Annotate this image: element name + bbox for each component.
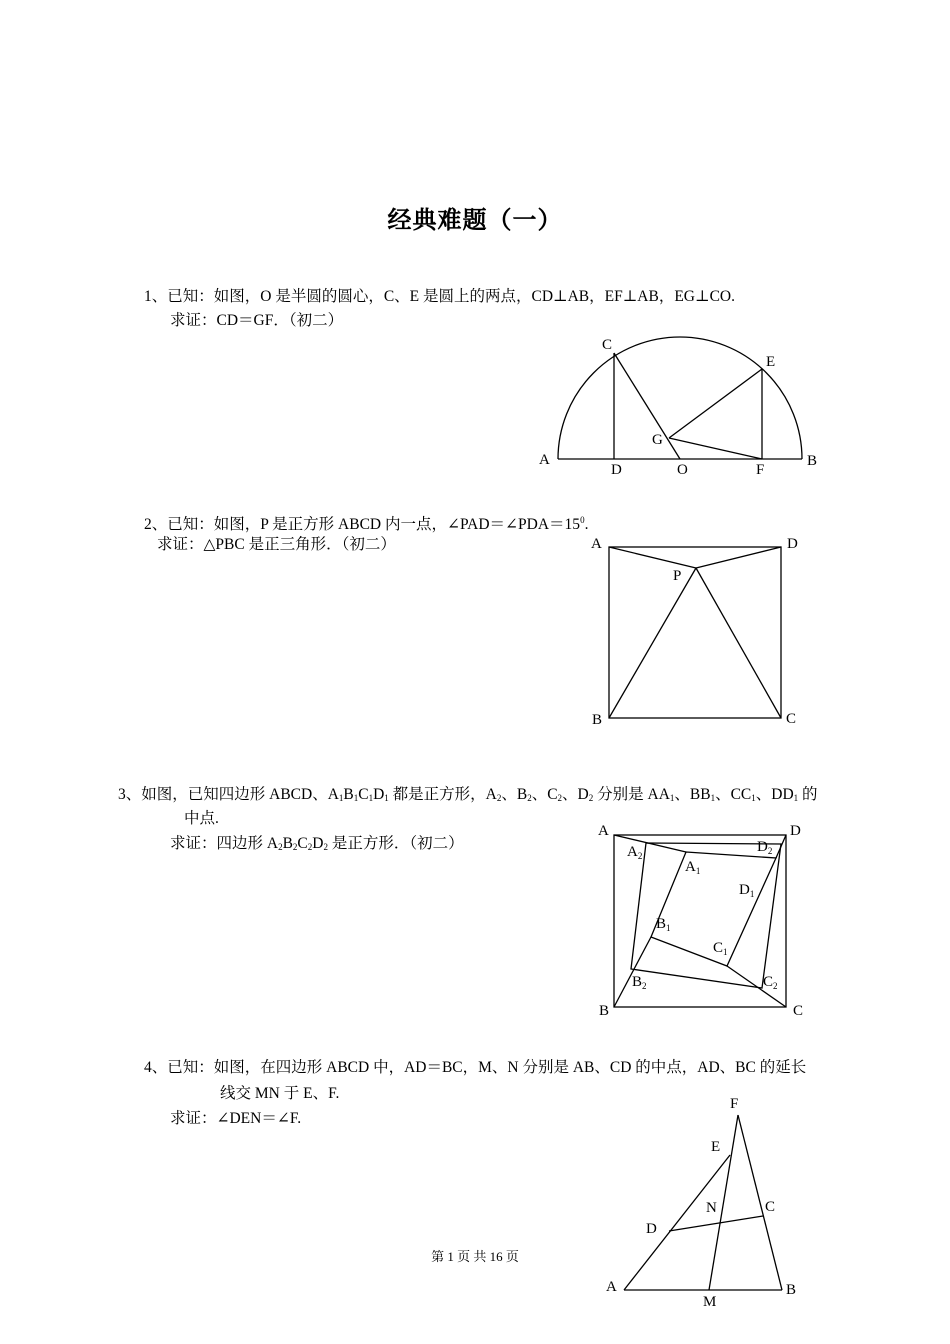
label-m: M — [703, 1294, 717, 1310]
label-b2: $B_2$ — [632, 974, 647, 991]
label-n: N — [706, 1200, 717, 1216]
label-d2: $D_2$ — [757, 839, 773, 856]
label-b: B — [786, 1282, 797, 1298]
label-a1: $A_1$ — [685, 859, 701, 876]
label-c: C — [786, 711, 797, 727]
label-d: D — [787, 536, 798, 552]
page-footer: 第 1 页 共 16 页 — [431, 1249, 519, 1264]
label-b: B — [807, 453, 818, 469]
problem-4-prove: 求证：∠DEN＝∠F. — [170, 1110, 302, 1127]
problem-2-statement: 2、已知：如图，P 是正方形 ABCD 内一点，$\angle PAD=\angle PDA=15^0$. — [144, 515, 589, 533]
problem-1-statement: 1、已知：如图，O 是半圆的圆心，C、E 是圆上的两点，CD⊥AB，EF⊥AB，EG⊥CO. — [144, 288, 735, 305]
segment-ae-extended — [624, 1155, 730, 1290]
problem-3-statement: 3、如图，已知四边形 ABCD、$A_1B_1C_1D_1$ 都是正方形，$A_2$、$B_2$、$C_2$、$D_2$ 分别是 $AA_1$、$BB_1$、$CC_1$、$DD_1$ 的 — [118, 786, 818, 803]
label-a: A — [591, 536, 602, 552]
label-d: D — [790, 823, 801, 839]
label-g: G — [652, 432, 663, 448]
problem-1-prove: 求证：CD＝GF．（初二） — [170, 312, 344, 329]
label-p: P — [673, 568, 682, 584]
label-b1: $B_1$ — [656, 916, 671, 933]
label-c: C — [793, 1003, 804, 1019]
page-title: 经典难题（一） — [387, 206, 563, 234]
label-e: E — [711, 1139, 721, 1155]
label-c: C — [765, 1199, 776, 1215]
label-b: B — [599, 1003, 610, 1019]
label-c: C — [602, 337, 613, 353]
label-d: D — [611, 462, 622, 478]
label-a: A — [606, 1279, 617, 1295]
label-d: D — [646, 1221, 657, 1237]
problem-2-prove: 求证：△PBC 是正三角形．（初二） — [157, 536, 396, 553]
label-d1: $D_1$ — [739, 882, 755, 899]
label-c1: $C_1$ — [713, 940, 728, 957]
problem-4-statement-cont: 线交 MN 于 E、F. — [220, 1085, 340, 1102]
label-f: F — [756, 462, 765, 478]
segment-dc — [669, 1216, 763, 1231]
label-a2: $A_2$ — [627, 844, 643, 861]
label-b: B — [592, 712, 603, 728]
label-c2: $C_2$ — [763, 974, 778, 991]
label-o: O — [677, 462, 688, 478]
problem-3-statement-cont: 中点. — [184, 810, 219, 827]
problem-3-prove: 求证：四边形 $A_2B_2C_2D_2$ 是正方形．（初二） — [170, 835, 464, 852]
label-a: A — [598, 823, 609, 839]
label-f: F — [730, 1096, 739, 1112]
label-a: A — [539, 452, 550, 468]
problem-4-statement: 4、已知：如图，在四边形 ABCD 中，AD＝BC，M、N 分别是 AB、CD 的中点，AD、BC 的延长 — [144, 1059, 807, 1076]
label-e: E — [766, 354, 776, 370]
